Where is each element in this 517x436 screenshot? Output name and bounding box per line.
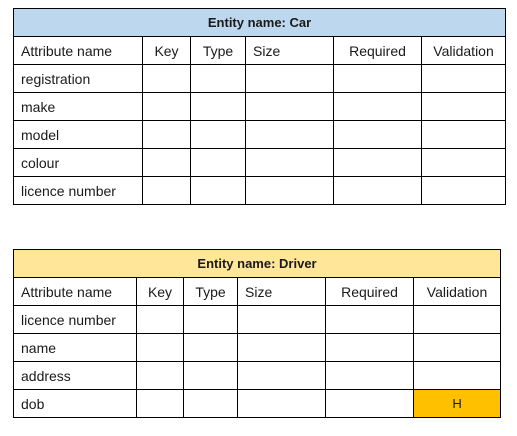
empty-cell	[238, 390, 326, 418]
driver-attribute-cell: licence number	[14, 306, 137, 334]
empty-cell	[238, 362, 326, 390]
empty-cell	[326, 390, 414, 418]
empty-cell	[246, 65, 334, 93]
empty-cell	[422, 65, 506, 93]
empty-cell	[422, 149, 506, 177]
empty-cell	[191, 149, 246, 177]
car-header-size: Size	[246, 37, 334, 65]
driver-header-validation: Validation	[414, 278, 501, 306]
car-entity-table	[13, 8, 506, 205]
table-row	[14, 149, 506, 177]
empty-cell	[246, 121, 334, 149]
empty-cell	[326, 362, 414, 390]
car-header-attribute-name: Attribute name	[14, 37, 143, 65]
car-attribute-cell: registration	[14, 65, 143, 93]
empty-cell	[326, 306, 414, 334]
driver-attribute-cell: name	[14, 334, 137, 362]
table-row	[14, 306, 501, 334]
empty-cell	[422, 93, 506, 121]
empty-cell	[334, 65, 422, 93]
empty-cell	[414, 362, 501, 390]
empty-cell	[137, 362, 184, 390]
table-row	[14, 177, 506, 205]
empty-cell	[191, 65, 246, 93]
empty-cell	[184, 334, 238, 362]
driver-attribute-cell: address	[14, 362, 137, 390]
empty-cell	[137, 306, 184, 334]
empty-cell	[137, 390, 184, 418]
car-header-validation: Validation	[422, 37, 506, 65]
empty-cell	[238, 306, 326, 334]
driver-header-type: Type	[184, 278, 238, 306]
driver-header-attribute-name: Attribute name	[14, 278, 137, 306]
car-header-required: Required	[334, 37, 422, 65]
driver-entity-table	[13, 249, 501, 418]
empty-cell	[246, 177, 334, 205]
car-attribute-cell: colour	[14, 149, 143, 177]
table-row	[14, 362, 501, 390]
car-attribute-cell: make	[14, 93, 143, 121]
empty-cell	[326, 334, 414, 362]
empty-cell	[334, 93, 422, 121]
empty-cell	[184, 390, 238, 418]
table-row	[14, 65, 506, 93]
empty-cell	[143, 93, 191, 121]
empty-cell	[184, 306, 238, 334]
empty-cell	[422, 177, 506, 205]
table-row	[14, 334, 501, 362]
car-attribute-cell: licence number	[14, 177, 143, 205]
empty-cell	[143, 177, 191, 205]
empty-cell	[143, 65, 191, 93]
empty-cell	[191, 177, 246, 205]
table-row	[14, 121, 506, 149]
empty-cell	[191, 93, 246, 121]
empty-cell	[238, 334, 326, 362]
empty-cell	[143, 149, 191, 177]
driver-entity-title: Entity name: Driver	[14, 250, 501, 278]
car-header-type: Type	[191, 37, 246, 65]
car-attribute-cell: model	[14, 121, 143, 149]
validation-marker-cell: H	[414, 390, 501, 418]
driver-attribute-cell: dob	[14, 390, 137, 418]
driver-header-key: Key	[137, 278, 184, 306]
empty-cell	[246, 149, 334, 177]
empty-cell	[422, 121, 506, 149]
driver-header-required: Required	[326, 278, 414, 306]
empty-cell	[191, 121, 246, 149]
empty-cell	[246, 93, 334, 121]
car-entity-title: Entity name: Car	[14, 9, 506, 37]
driver-header-size: Size	[238, 278, 326, 306]
table-row	[14, 390, 501, 418]
empty-cell	[414, 306, 501, 334]
table-row	[14, 93, 506, 121]
empty-cell	[137, 334, 184, 362]
empty-cell	[334, 149, 422, 177]
empty-cell	[334, 121, 422, 149]
car-header-key: Key	[143, 37, 191, 65]
empty-cell	[334, 177, 422, 205]
empty-cell	[414, 334, 501, 362]
empty-cell	[143, 121, 191, 149]
empty-cell	[184, 362, 238, 390]
